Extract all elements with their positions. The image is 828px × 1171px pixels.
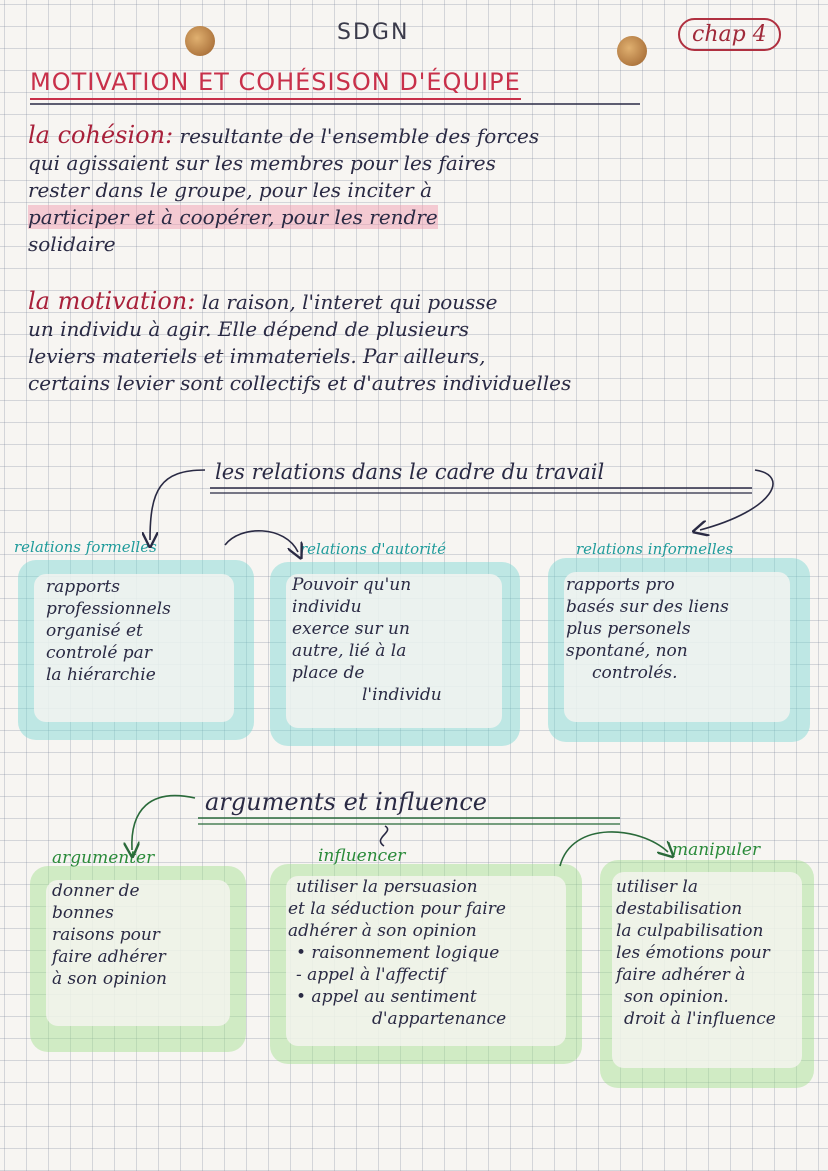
- autorite-line: l'individu: [362, 685, 442, 705]
- informelles-line: basés sur des liens: [566, 597, 729, 617]
- influencer-line: d'appartenance: [372, 1009, 507, 1029]
- motivation-term: la motivation:: [28, 287, 196, 315]
- formelles-line: controlé par: [46, 643, 152, 663]
- relations-title: les relations dans le cadre du travail: [215, 460, 605, 484]
- influencer-line: • appel au sentiment: [296, 987, 477, 1007]
- motivation-line-1: la raison, l'interet qui pousse: [201, 290, 498, 314]
- motivation-line-4: certains levier sont collectifs et d'autres individuelles: [28, 371, 572, 395]
- chapter-badge: chap 4: [678, 18, 781, 51]
- influencer-line: et la séduction pour faire: [288, 899, 506, 919]
- cohesion-line-2: qui agissaient sur les membres pour les faires: [28, 151, 496, 175]
- argumenter-line: faire adhérer: [52, 947, 166, 967]
- arrow-to-formelles: [150, 470, 205, 540]
- influencer-line: utiliser la persuasion: [296, 877, 478, 897]
- informelles-line: plus personels: [566, 619, 691, 639]
- header-argumenter: argumenter: [52, 848, 155, 868]
- manipuler-line: la culpabilisation: [616, 921, 764, 941]
- manipuler-line: utiliser la: [616, 877, 698, 897]
- autorite-line: individu: [292, 597, 362, 617]
- informelles-line: spontané, non: [566, 641, 688, 661]
- cohesion-line-3: rester dans le groupe, pour les inciter à: [28, 178, 432, 202]
- header-sdgn: SDGN: [337, 20, 410, 45]
- arguments-title: arguments et influence: [205, 788, 487, 816]
- informelles-line: controlés.: [592, 663, 678, 683]
- header-relations-autorite: relations d'autorité: [300, 540, 447, 558]
- argumenter-line: donner de: [52, 881, 140, 901]
- header-relations-informelles: relations informelles: [576, 540, 734, 558]
- arrow-formelles-to-autorite: [225, 531, 298, 552]
- argumenter-line: à son opinion: [52, 969, 167, 989]
- motivation-line-2: un individu à agir. Elle dépend de plusieurs: [28, 317, 469, 341]
- manipuler-line: son opinion.: [624, 987, 729, 1007]
- manipuler-line: les émotions pour: [616, 943, 770, 963]
- manipuler-line: destabilisation: [616, 899, 743, 919]
- arrow-to-influencer: [380, 826, 387, 846]
- header-influencer: influencer: [318, 846, 406, 866]
- autorite-line: place de: [292, 663, 365, 683]
- motivation-line-3: leviers materiels et immateriels. Par ailleurs,: [28, 344, 486, 368]
- argumenter-line: raisons pour: [52, 925, 160, 945]
- formelles-line: organisé et: [46, 621, 143, 641]
- autorite-line: autre, lié à la: [292, 641, 407, 661]
- cohesion-line-5: solidaire: [28, 232, 116, 256]
- header-relations-formelles: relations formelles: [14, 538, 157, 556]
- arrow-to-argumenter: [132, 796, 195, 850]
- cohesion-term: la cohésion:: [28, 121, 174, 149]
- cohesion-line-4: participer et à coopérer, pour les rendre: [28, 205, 438, 229]
- formelles-line: rapports: [46, 577, 120, 597]
- argumenter-line: bonnes: [52, 903, 114, 923]
- arrow-to-manipuler: [560, 832, 668, 866]
- autorite-line: Pouvoir qu'un: [292, 575, 412, 595]
- header-manipuler: manipuler: [672, 840, 761, 860]
- influencer-line: adhérer à son opinion: [288, 921, 477, 941]
- page-title: MOTIVATION ET COHÉSISON D'ÉQUIPE: [30, 68, 521, 100]
- autorite-line: exerce sur un: [292, 619, 410, 639]
- influencer-line: • raisonnement logique: [296, 943, 500, 963]
- formelles-line: professionnels: [46, 599, 171, 619]
- influencer-line: - appel à l'affectif: [296, 965, 446, 985]
- manipuler-line: droit à l'influence: [624, 1009, 776, 1029]
- informelles-line: rapports pro: [566, 575, 675, 595]
- arrow-to-informelles: [700, 470, 773, 530]
- formelles-line: la hiérarchie: [46, 665, 156, 685]
- cohesion-line-1: resultante de l'ensemble des forces: [179, 124, 540, 148]
- manipuler-line: faire adhérer à: [616, 965, 746, 985]
